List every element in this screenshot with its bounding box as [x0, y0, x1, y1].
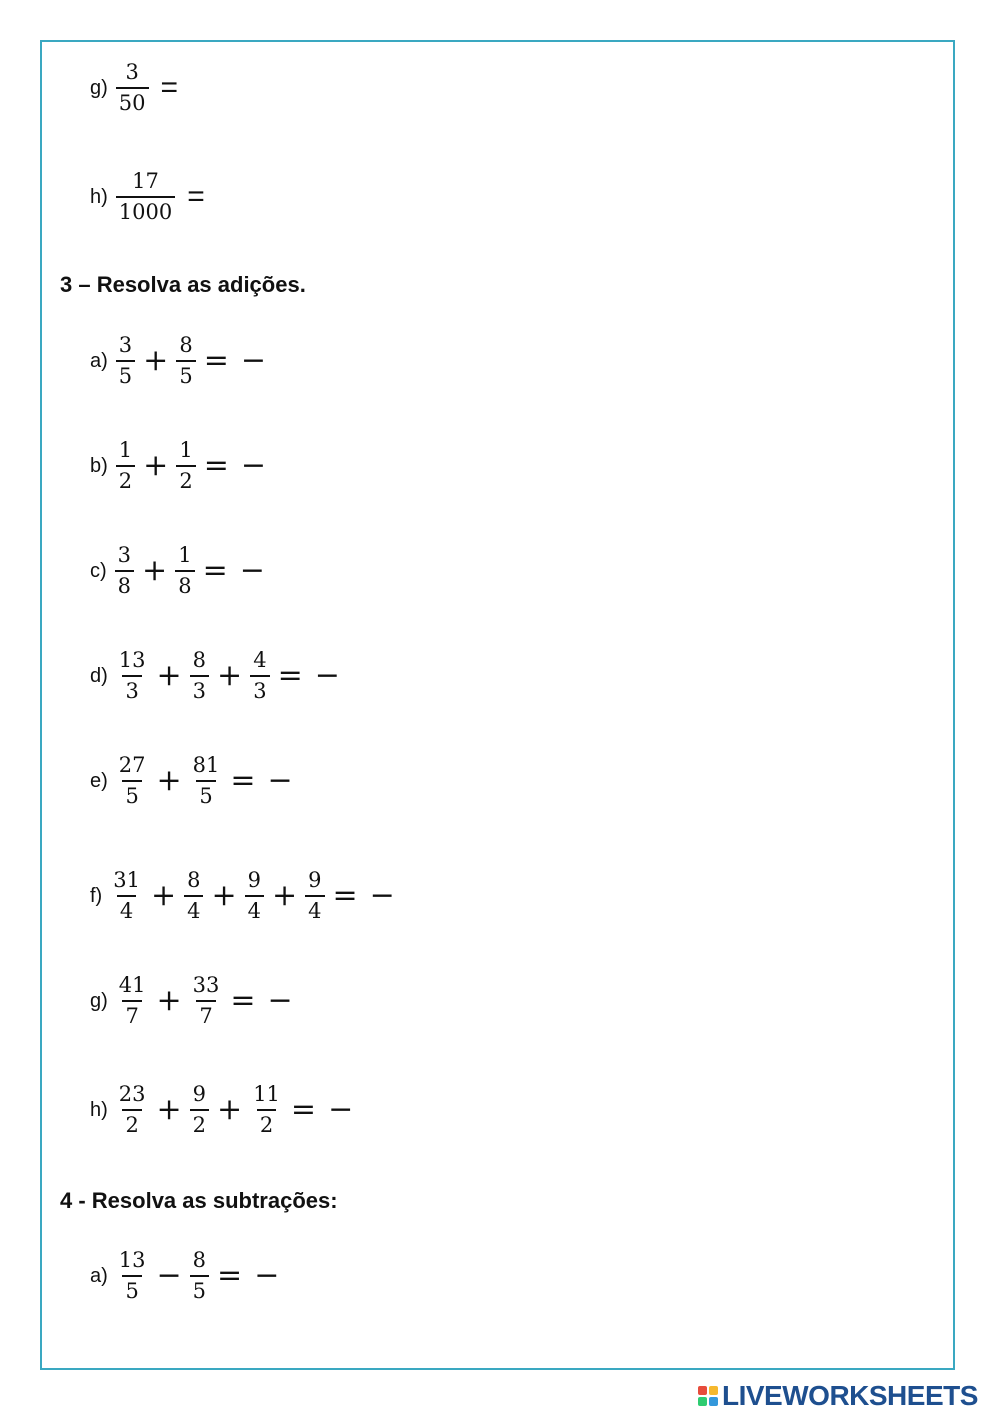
- equals-sign: =: [160, 71, 179, 104]
- numerator: 13: [118, 648, 146, 672]
- numerator: 13: [118, 1248, 146, 1272]
- plus-sign: +: [156, 658, 182, 693]
- fraction: [116, 1084, 149, 1136]
- numerator: 81: [192, 753, 220, 777]
- numerator: 11: [253, 1082, 280, 1106]
- denominator: 7: [122, 1000, 141, 1027]
- liveworksheets-logo: [698, 1380, 978, 1412]
- fraction: [116, 171, 175, 223]
- exercise-2h: [90, 171, 211, 223]
- denominator: 5: [190, 1275, 209, 1302]
- section-4-heading: 4 - Resolva as subtrações:: [60, 1188, 338, 1213]
- item-letter: d): [90, 664, 108, 687]
- numerator: 8: [192, 1248, 207, 1272]
- denominator: 5: [122, 780, 141, 807]
- denominator: 5: [176, 360, 195, 387]
- denominator: 3: [190, 675, 209, 702]
- numerator: 17: [132, 169, 159, 193]
- denominator: 5: [122, 1275, 141, 1302]
- answer-blank[interactable]: −: [240, 343, 266, 378]
- plus-sign: +: [142, 553, 168, 588]
- exercise-section3-1: [90, 440, 272, 492]
- item-letter: b): [90, 454, 108, 477]
- fraction: [190, 1250, 209, 1302]
- item-letter: f): [90, 884, 103, 907]
- fraction: [305, 870, 324, 922]
- numerator: 41: [118, 973, 146, 997]
- numerator: 27: [118, 753, 146, 777]
- equals-sign: =: [203, 448, 229, 483]
- equals-sign: =: [187, 180, 205, 213]
- numerator: 1: [118, 438, 133, 462]
- worksheet-frame: [40, 40, 955, 1370]
- denominator: 8: [175, 570, 194, 597]
- numerator: 8: [192, 648, 207, 672]
- exercise-section4-0: [90, 1250, 285, 1302]
- denominator: 4: [245, 895, 264, 922]
- numerator: 4: [253, 648, 267, 672]
- fraction: [176, 335, 195, 387]
- minus-sign: −: [156, 1258, 182, 1293]
- fraction: [190, 1084, 209, 1136]
- answer-blank[interactable]: −: [240, 448, 266, 483]
- fraction: [115, 545, 134, 597]
- plus-sign: +: [271, 878, 298, 913]
- denominator: 4: [305, 895, 324, 922]
- item-letter: h): [90, 185, 108, 208]
- plus-sign: +: [217, 658, 243, 693]
- fraction: [116, 755, 149, 807]
- exercise-2g: [90, 62, 184, 114]
- numerator: 1: [179, 438, 193, 462]
- numerator: 9: [308, 868, 322, 892]
- plus-sign: +: [211, 878, 237, 913]
- numerator: 9: [192, 1082, 207, 1106]
- item-letter: h): [90, 1098, 108, 1121]
- item-letter: a): [90, 349, 108, 372]
- numerator: 3: [117, 543, 132, 567]
- fraction: [116, 335, 135, 387]
- section-3-heading: 3 – Resolva as adições.: [60, 272, 306, 297]
- fraction: [190, 650, 209, 702]
- answer-blank[interactable]: −: [314, 658, 340, 693]
- fraction: [190, 975, 223, 1027]
- logo-square: [698, 1386, 707, 1395]
- fraction: [250, 1084, 283, 1136]
- plus-sign: +: [150, 878, 177, 913]
- denominator: 8: [115, 570, 134, 597]
- denominator: 3: [250, 675, 269, 702]
- denominator: 4: [117, 895, 136, 922]
- logo-square: [698, 1397, 707, 1406]
- fraction: [245, 870, 264, 922]
- plus-sign: +: [156, 983, 182, 1018]
- denominator: 1000: [116, 196, 175, 223]
- item-letter: a): [90, 1264, 108, 1287]
- item-letter: e): [90, 769, 108, 792]
- item-letter: g): [90, 76, 108, 99]
- denominator: 4: [184, 895, 203, 922]
- plus-sign: +: [156, 1092, 182, 1127]
- fraction: [184, 870, 203, 922]
- fraction: [116, 650, 149, 702]
- fraction: [190, 755, 223, 807]
- exercise-section3-2: [90, 545, 271, 597]
- numerator: 3: [125, 60, 139, 84]
- fraction: [116, 1250, 149, 1302]
- numerator: 3: [118, 333, 133, 357]
- plus-sign: +: [156, 763, 182, 798]
- equals-sign: =: [332, 878, 358, 913]
- plus-sign: +: [217, 1092, 243, 1127]
- logo-square: [709, 1386, 718, 1395]
- fraction: [176, 440, 195, 492]
- denominator: 2: [116, 465, 135, 492]
- denominator: 7: [196, 1000, 215, 1027]
- denominator: 2: [122, 1109, 141, 1136]
- denominator: 5: [116, 360, 135, 387]
- denominator: 2: [190, 1109, 209, 1136]
- plus-sign: +: [143, 448, 169, 483]
- denominator: 50: [116, 87, 149, 114]
- exercise-section3-5: [90, 870, 401, 922]
- denominator: 5: [196, 780, 215, 807]
- answer-blank[interactable]: −: [239, 553, 265, 588]
- answer-blank[interactable]: −: [369, 878, 395, 913]
- equals-sign: =: [290, 1092, 317, 1127]
- equals-sign: =: [217, 1258, 243, 1293]
- exercise-section3-0: [90, 335, 272, 387]
- answer-blank[interactable]: −: [267, 983, 293, 1018]
- logo-text: LIVEWORKSHEETS: [722, 1380, 978, 1411]
- numerator: 31: [113, 868, 140, 892]
- numerator: 9: [247, 868, 261, 892]
- denominator: 3: [122, 675, 141, 702]
- fraction: [250, 650, 269, 702]
- denominator: 2: [257, 1109, 276, 1136]
- numerator: 33: [192, 973, 220, 997]
- denominator: 2: [176, 465, 195, 492]
- answer-blank[interactable]: −: [328, 1092, 354, 1127]
- answer-blank[interactable]: −: [267, 763, 293, 798]
- exercise-section3-7: [90, 1084, 359, 1136]
- numerator: 23: [118, 1082, 146, 1106]
- equals-sign: =: [230, 983, 256, 1018]
- numerator: 8: [179, 333, 193, 357]
- item-letter: c): [90, 559, 107, 582]
- equals-sign: =: [277, 658, 303, 693]
- item-letter: g): [90, 989, 108, 1012]
- equals-sign: =: [230, 763, 256, 798]
- equals-sign: =: [203, 343, 229, 378]
- logo-square: [709, 1397, 718, 1406]
- fraction: [116, 975, 149, 1027]
- logo-icon: [698, 1386, 718, 1406]
- numerator: 1: [178, 543, 192, 567]
- plus-sign: +: [143, 343, 169, 378]
- numerator: 8: [187, 868, 201, 892]
- fraction: [116, 62, 149, 114]
- exercise-section3-4: [90, 755, 299, 807]
- fraction: [116, 440, 135, 492]
- equals-sign: =: [202, 553, 228, 588]
- answer-blank[interactable]: −: [254, 1258, 280, 1293]
- exercise-section3-3: [90, 650, 346, 702]
- fraction: [110, 870, 143, 922]
- exercise-section3-6: [90, 975, 299, 1027]
- fraction: [175, 545, 194, 597]
